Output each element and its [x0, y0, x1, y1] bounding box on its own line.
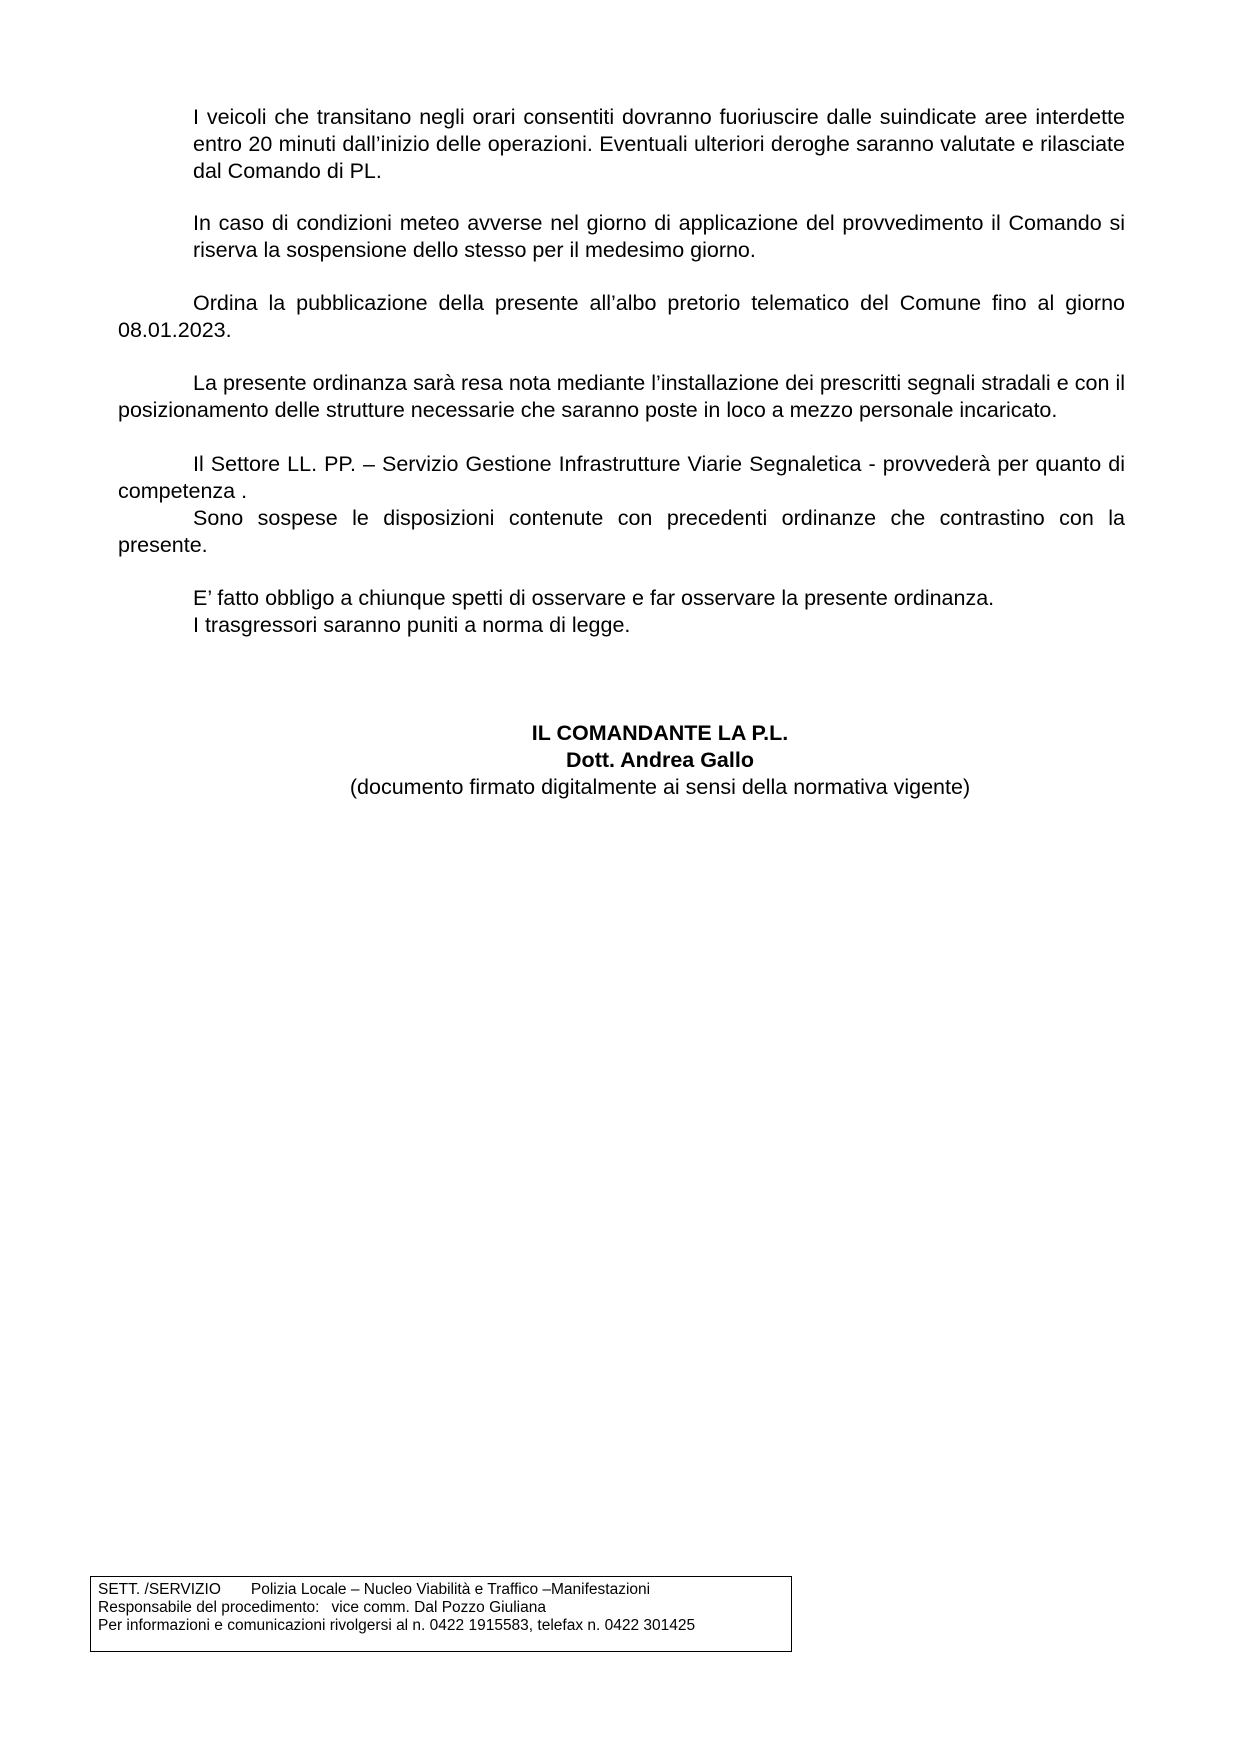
paragraph-publication: Ordina la pubblicazione della presente all’albo pretorio telematico del Comune fino al giorno 08.01.2023. — [118, 291, 1125, 342]
signature-title: IL COMANDANTE LA P.L. — [531, 721, 789, 745]
footer-contacts: Per informazioni e comunicazioni rivolgersi al n. 0422 1915583, telefax n. 0422 301425 — [98, 1617, 696, 1634]
paragraph-sector: Il Settore LL. PP. – Servizio Gestione Infrastrutture Viarie Segnaletica - provvederà per quanto di competenza . — [118, 452, 1125, 503]
footer-responsible-line — [98, 1599, 784, 1617]
paragraph-offenders: I trasgressori saranno puniti a norma di legge. — [193, 613, 631, 637]
footer-sector-label: SETT. /SERVIZIO — [98, 1581, 221, 1598]
paragraph-signage: La presente ordinanza sarà resa nota mediante l’installazione dei prescritti segnali stradali e con il posizionamento delle strutture necessarie che saranno poste in loco a mezzo personale incaricato. — [118, 371, 1125, 422]
signature-note: (documento firmato digitalmente ai sensi della normativa vigente) — [349, 775, 971, 799]
paragraph-vehicles-exit: I veicoli che transitano negli orari consentiti dovranno fuoriuscire dalle suindicate aree interdette entro 20 minuti dall’inizio delle operazioni. Eventuali ulteriori deroghe saranno valutate e rilasciate dal Comando di PL. — [193, 105, 1125, 183]
footer-sector-value: Polizia Locale – Nucleo Viabilità e Traffico –Manifestazioni — [250, 1581, 651, 1598]
signature-block — [300, 720, 1020, 801]
footer-sector-line — [98, 1581, 784, 1599]
footer-responsible-value: vice comm. Dal Pozzo Giuliana — [331, 1599, 546, 1616]
paragraph-suspended: Sono sospese le disposizioni contenute con precedenti ordinanze che contrastino con la presente. — [118, 506, 1125, 557]
signature-name: Dott. Andrea Gallo — [566, 748, 754, 772]
footer-responsible-label: Responsabile del procedimento: — [98, 1599, 320, 1616]
footer-info-box — [90, 1576, 792, 1652]
paragraph-obligation: E’ fatto obbligo a chiunque spetti di osservare e far osservare la presente ordinanza. — [193, 586, 995, 610]
paragraph-weather: In caso di condizioni meteo avverse nel giorno di applicazione del provvedimento il Comando si riserva la sospensione dello stesso per il medesimo giorno. — [193, 211, 1125, 262]
